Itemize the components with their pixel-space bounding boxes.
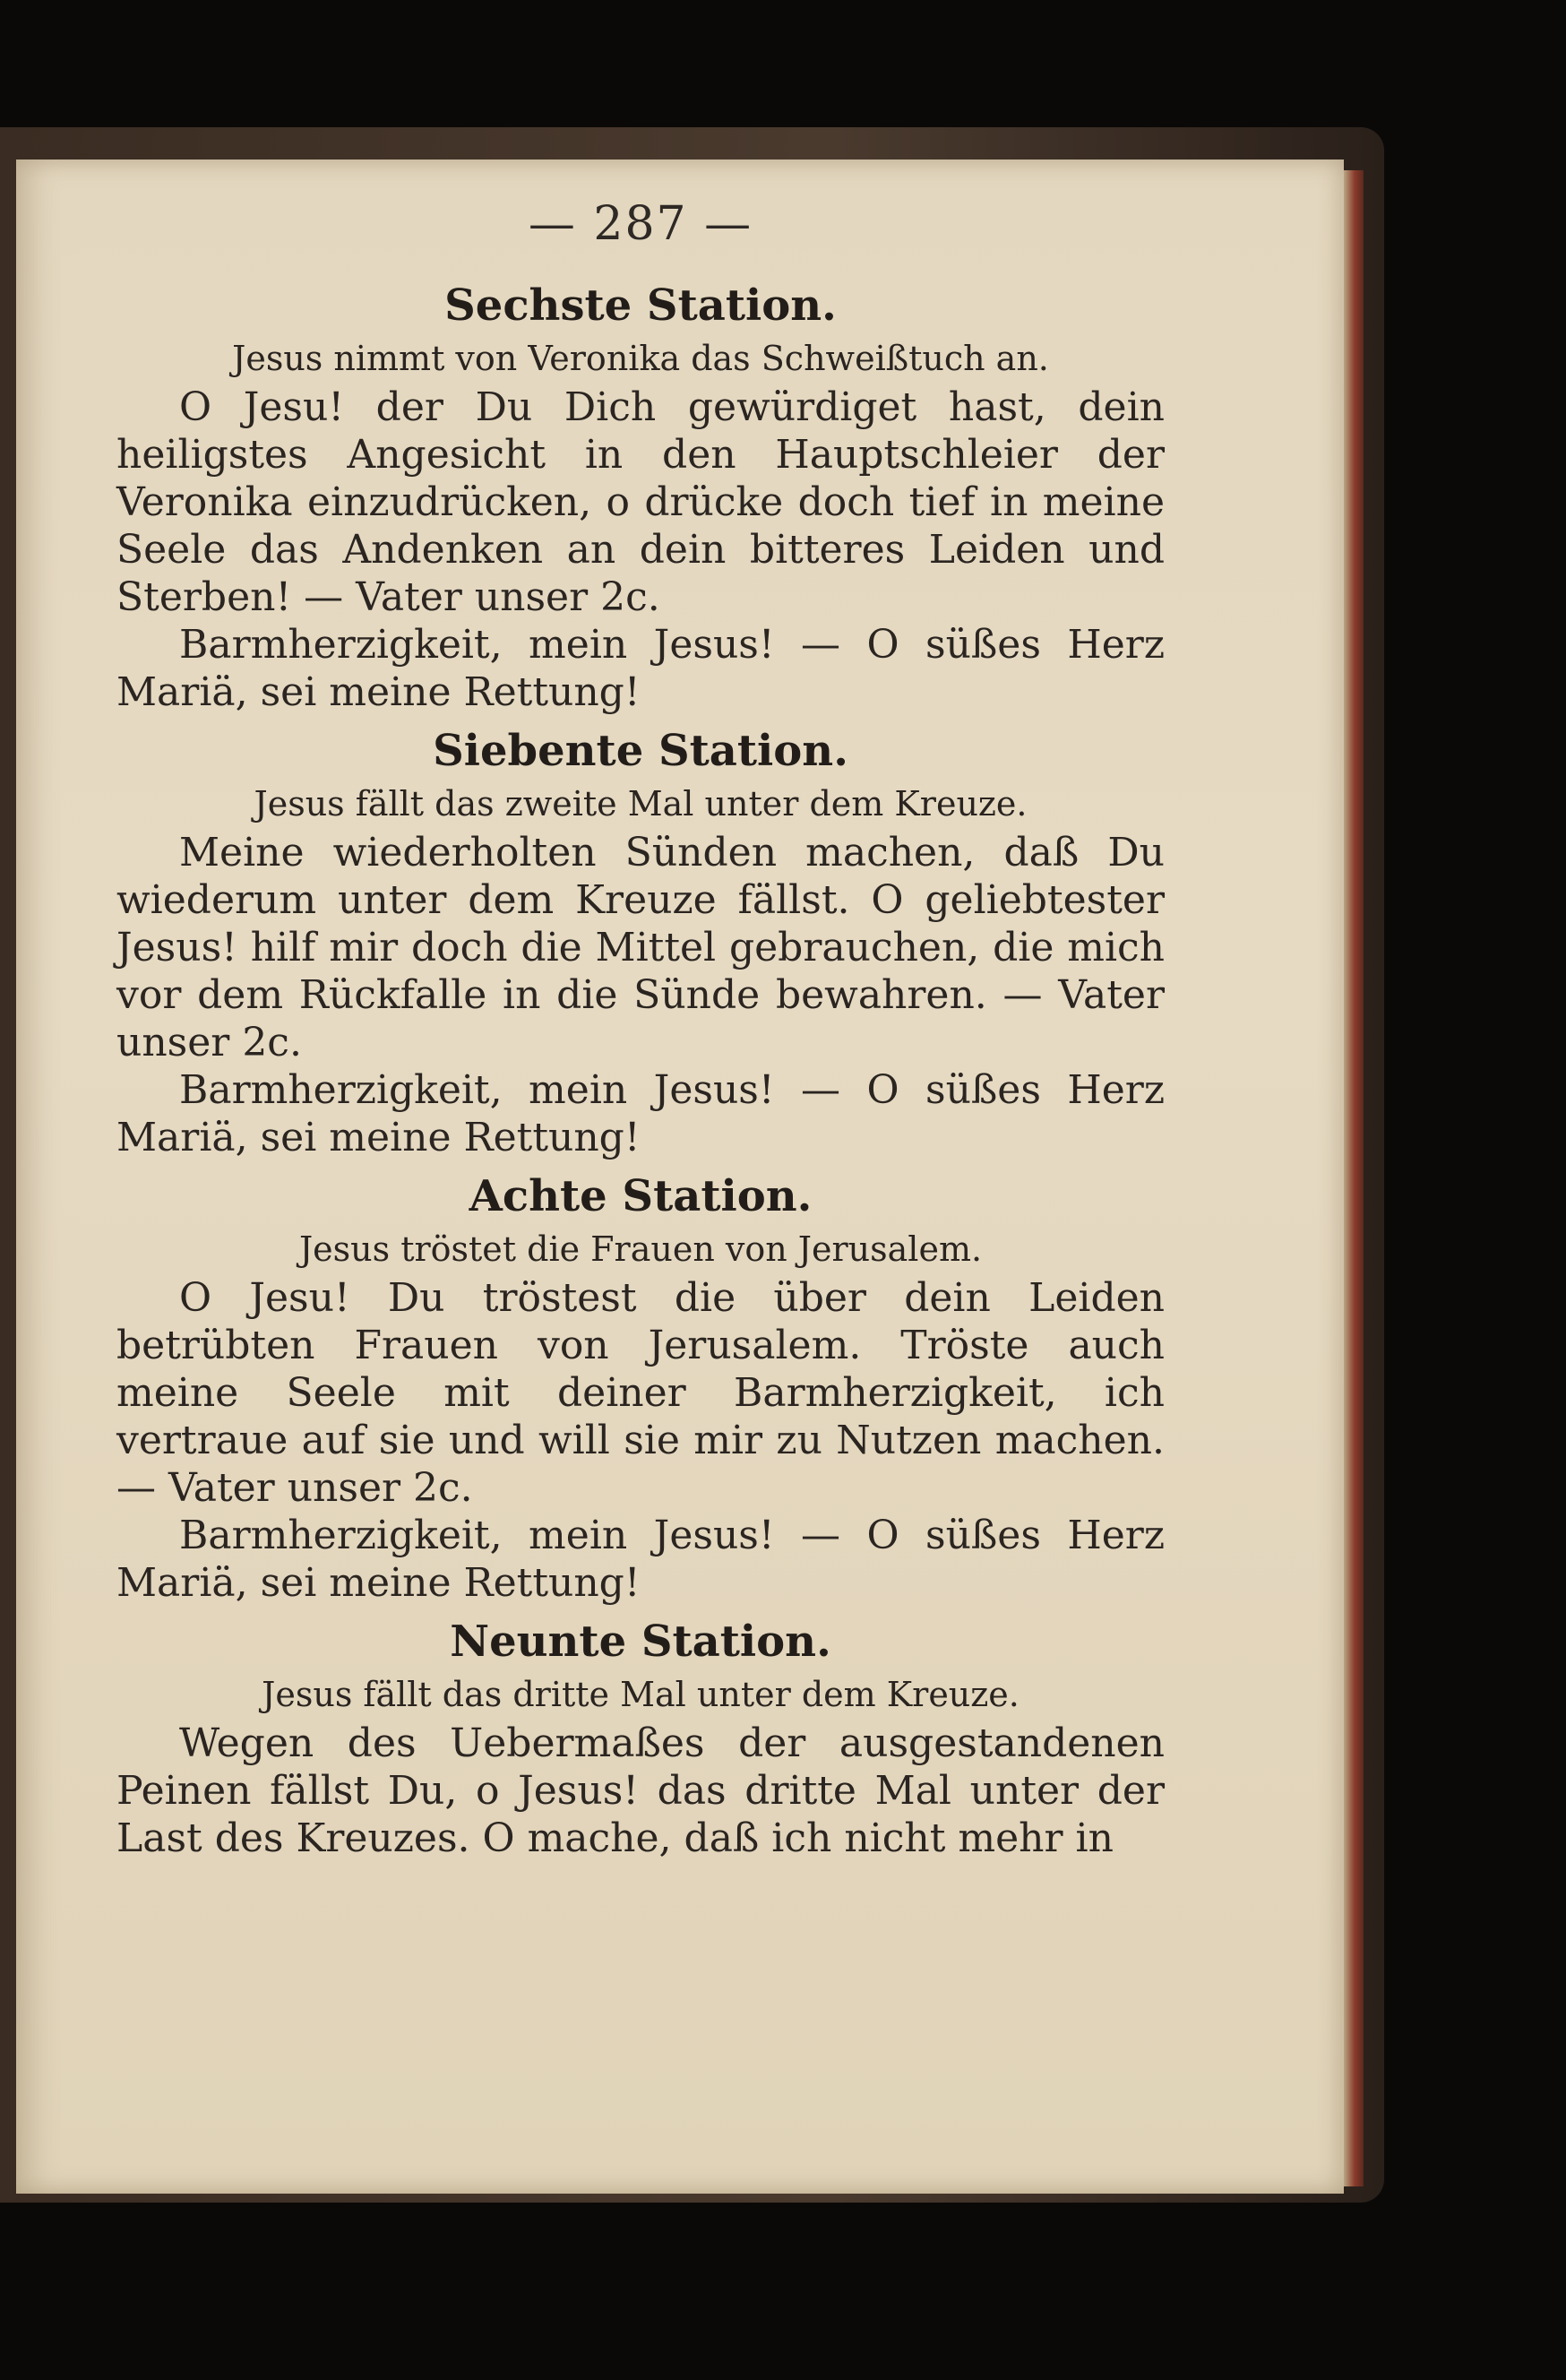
- page-content: [116, 197, 1165, 1862]
- station-prayer: O Jesu! der Du Dich gewürdiget hast, dein heiligstes Angesicht in den Hauptschleier der Veronika einzudrücken, o drücke doch tief in meine Seele das Andenken an dein bitteres Leiden und Sterben! — Vater unser 2c.: [116, 384, 1165, 620]
- station-subtitle: Jesus tröstet die Frauen von Jerusalem.: [298, 1229, 983, 1269]
- station-subtitle: Jesus fällt das zweite Mal unter dem Kreuze.: [254, 784, 1028, 824]
- page-edge: [1344, 170, 1364, 2186]
- station-title: Achte Station.: [469, 1171, 813, 1221]
- station-subtitle: Jesus fällt das dritte Mal unter dem Kreuze.: [262, 1675, 1020, 1714]
- station-title: Siebente Station.: [433, 726, 848, 776]
- station-title: Sechste Station.: [444, 280, 837, 331]
- page-number: — 287 —: [528, 197, 753, 251]
- station-prayer: O Jesu! Du tröstest die über dein Leiden betrübten Frauen von Jerusalem. Tröste auch meine Seele mit deiner Barmherzigkeit, ich vertraue auf sie und will sie mir zu Nutzen machen. — Vater unser 2c.: [116, 1275, 1165, 1511]
- station-6: [116, 276, 1165, 716]
- station-7: [116, 721, 1165, 1161]
- station-prayer: Wegen des Uebermaßes der ausgestandenen Peinen fällst Du, o Jesus! das dritte Mal unter der Last des Kreuzes. O mache, daß ich nicht mehr in: [116, 1720, 1165, 1861]
- station-subtitle: Jesus nimmt von Veronika das Schweißtuch an.: [232, 339, 1049, 378]
- station-9: [116, 1612, 1165, 1862]
- station-response: Barmherzigkeit, mein Jesus! — O süßes Herz Mariä, sei meine Rettung!: [116, 622, 1165, 715]
- station-8: [116, 1167, 1165, 1607]
- station-response: Barmherzigkeit, mein Jesus! — O süßes Herz Mariä, sei meine Rettung!: [116, 1513, 1165, 1606]
- station-title: Neunte Station.: [450, 1617, 831, 1667]
- station-response: Barmherzigkeit, mein Jesus! — O süßes Herz Mariä, sei meine Rettung!: [116, 1067, 1165, 1160]
- station-prayer: Meine wiederholten Sünden machen, daß Du wiederum unter dem Kreuze fällst. O geliebtester Jesus! hilf mir doch die Mittel gebrauchen, die mich vor dem Rückfalle in die Sünde bewahren. — Vater unser 2c.: [116, 830, 1165, 1065]
